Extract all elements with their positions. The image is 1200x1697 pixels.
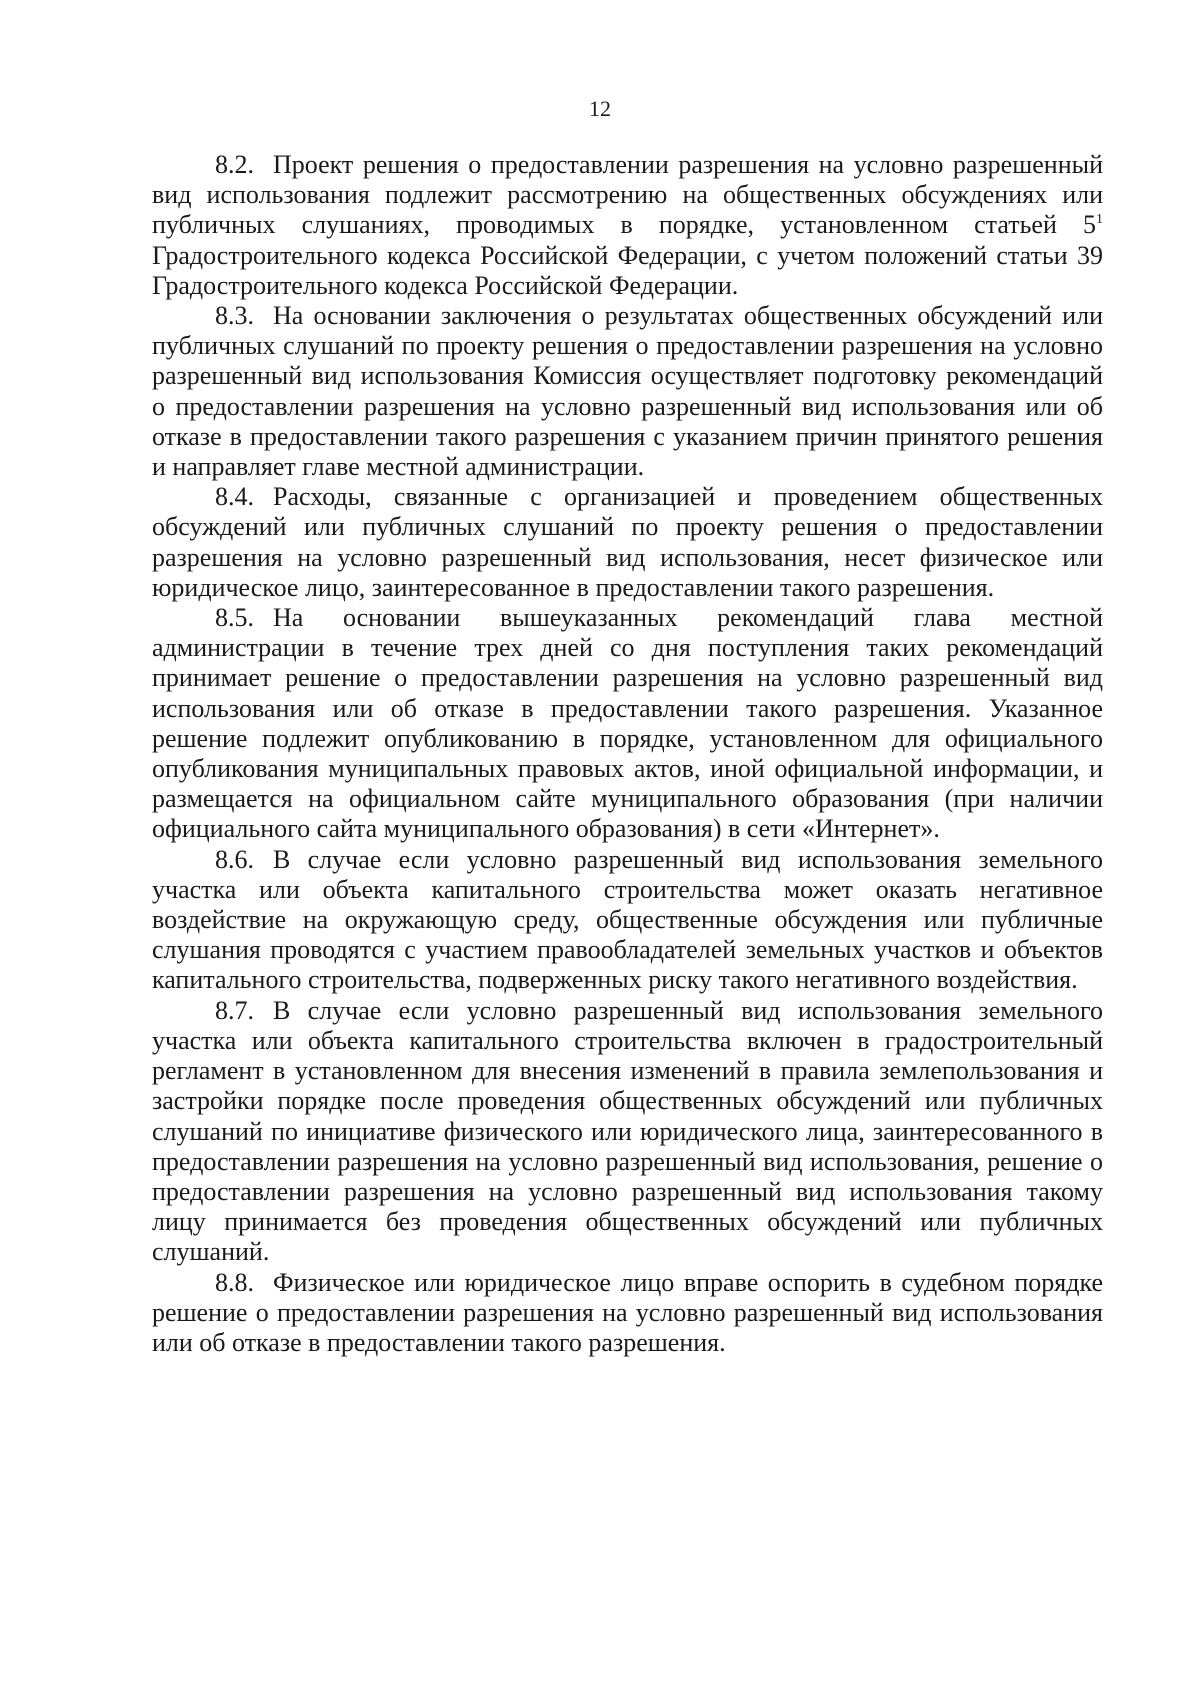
paragraph-text: На основании вышеуказанных рекомендаций глава местной администрации в течение трех дней со дня поступления таких рекомендаций принимает решение о предоставлении разрешения на условно разрешенный вид использования или об отказе в предоставлении такого разрешения. Указанное решение подлежит опубликованию в порядке, установленном для официального опубликования муниципальных правовых актов, иной официальной информации, и размещается на официальном сайте муниципального образования (при наличии официального сайта муниципального образования) в сети «Интернет». [152,603,1103,844]
paragraph-number: 8.8. [215,1267,254,1297]
paragraph-text: В случае если условно разрешенный вид использования земельного участка или объекта капитального строительства может оказать негативное воздействие на окружающую среду, общественные обсуждения или публичные слушания проводятся с участием правообладателей земельных участков и объектов капитального строительства, подверженных риску такого негативного воздействия. [152,844,1103,995]
paragraph-text: Расходы, связанные с организацией и проведением общественных обсуждений или публичных слушаний по проекту решения о предоставлении разрешения на условно разрешенный вид использования, несет физическое или юридическое лицо, заинтересованное в предоставлении такого разрешения. [152,482,1103,602]
page-number: 12 [589,96,611,121]
paragraph-8-7 [152,996,1103,1268]
paragraph-number: 8.2. [215,150,254,179]
paragraph-text: Проект решения о предоставлении разрешения на условно разрешенный вид использования подлежит рассмотрению на общественных обсуждениях или публичных слушаниях, проводимых в порядке, установленном статьей 5 [152,150,1103,240]
paragraph-8-3 [152,301,1103,482]
paragraph-text: В случае если условно разрешенный вид использования земельного участка или объекта капитального строительства включен в градостроительный регламент в установленном для внесения изменений в правила землепользования и застройки порядке после проведения общественных обсуждений или публичных слушаний по инициативе физического или юридического лица, заинтересованного в предоставлении разрешения на условно разрешенный вид использования, решение о предоставлении разрешения на условно разрешенный вид использования такому лицу принимается без проведения общественных обсуждений или публичных слушаний. [152,995,1103,1267]
paragraph-number: 8.7. [215,995,254,1025]
paragraph-8-5 [152,603,1103,845]
document-body [152,150,1103,1358]
paragraph-text: Градостроительного кодекса Российской Федерации, с учетом положений статьи 39 Градостроительного кодекса Российской Федерации. [152,240,1103,300]
paragraph-8-4 [152,482,1103,603]
paragraph-number: 8.5. [215,603,254,633]
paragraph-8-8 [152,1268,1103,1359]
paragraph-number: 8.6. [215,844,254,874]
paragraph-text: Физическое или юридическое лицо вправе оспорить в судебном порядке решение о предоставлении разрешения на условно разрешенный вид использования или об отказе в предоставлении такого разрешения. [152,1267,1103,1357]
paragraph-number: 8.4. [215,482,254,512]
paragraph-8-2 [152,150,1103,301]
paragraph-number: 8.3. [215,301,254,331]
paragraph-text: На основании заключения о результатах общественных обсуждений или публичных слушаний по проекту решения о предоставлении разрешения на условно разрешенный вид использования Комиссия осуществляет подготовку рекомендаций о предоставлении разрешения на условно разрешенный вид использования или об отказе в предоставлении такого разрешения с указанием причин принятого решения и направляет главе местной администрации. [152,301,1103,482]
superscript: 1 [1096,212,1103,228]
paragraph-8-6 [152,845,1103,996]
